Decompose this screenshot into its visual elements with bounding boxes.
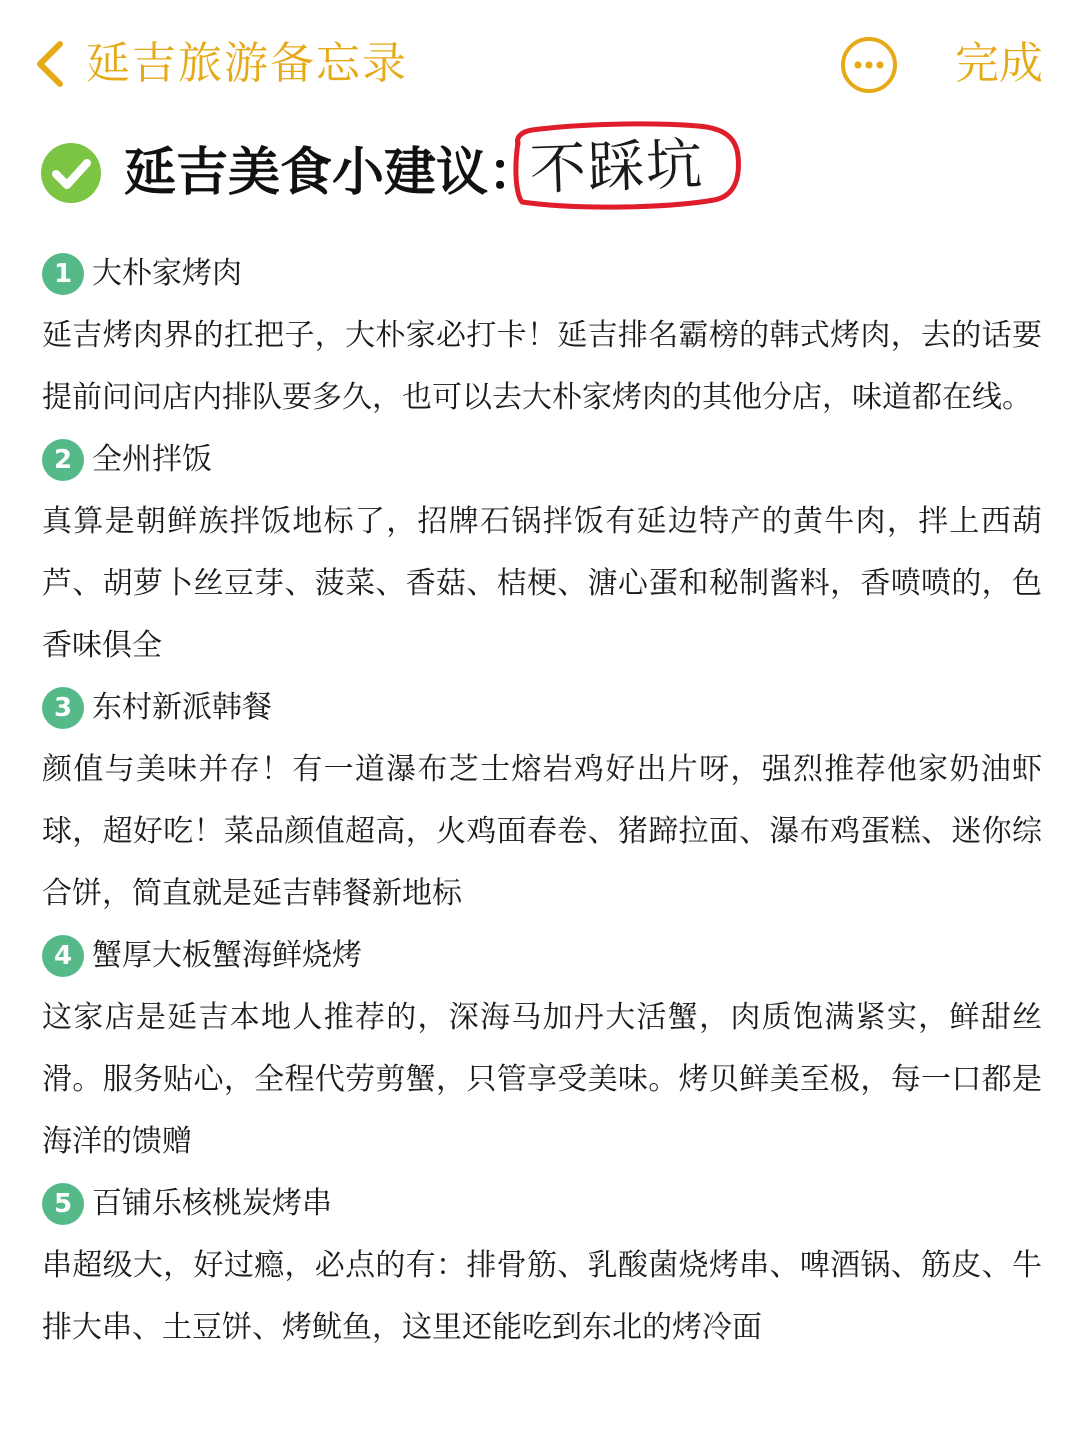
item-title: 东村新派韩餐 xyxy=(92,690,272,725)
list-item xyxy=(42,677,1042,925)
list-item xyxy=(42,1173,1042,1359)
number-badge: 5 xyxy=(42,1183,84,1225)
note-body[interactable] xyxy=(42,243,1042,1359)
note-heading xyxy=(40,128,1040,228)
item-description: 延吉烤肉界的扛把子，大朴家必打卡！延吉排名霸榜的韩式烤肉，去的话要提前问问店内排队要多久，也可以去大朴家烤肉的其他分店，味道都在线。 xyxy=(42,318,1042,415)
item-description: 真算是朝鲜族拌饭地标了，招牌石锅拌饭有延边特产的黄牛肉，拌上西葫芦、胡萝卜丝豆芽、菠菜、香菇、桔梗、溏心蛋和秘制酱料，香喷喷的，色香味俱全 xyxy=(42,504,1042,663)
back-to-folder-link[interactable]: 延吉旅游备忘录 xyxy=(86,38,408,89)
no-pitfalls-stamp xyxy=(514,128,740,210)
item-description: 颜值与美味并存！有一道瀑布芝士熔岩鸡好出片呀，强烈推荐他家奶油虾球，超好吃！菜品颜值超高，火鸡面春卷、猪蹄拉面、瀑布鸡蛋糕、迷你综合饼，简直就是延吉韩餐新地标 xyxy=(42,752,1042,911)
number-badge: 4 xyxy=(42,935,84,977)
top-navigation-bar xyxy=(0,0,1080,130)
item-title: 蟹厚大板蟹海鲜烧烤 xyxy=(92,938,362,973)
list-item xyxy=(42,925,1042,1173)
item-title: 大朴家烤肉 xyxy=(92,256,242,291)
item-title: 全州拌饭 xyxy=(92,442,212,477)
item-description: 串超级大，好过瘾，必点的有：排骨筋、乳酸菌烧烤串、啤酒锅、筋皮、牛排大串、土豆饼、烤鱿鱼，这里还能吃到东北的烤冷面 xyxy=(42,1248,1042,1345)
number-badge: 2 xyxy=(42,439,84,481)
number-badge: 1 xyxy=(42,253,84,295)
item-title: 百铺乐核桃炭烤串 xyxy=(92,1186,332,1221)
check-circle-icon xyxy=(40,142,102,204)
page-title: 延吉美食小建议： xyxy=(124,143,541,203)
list-item xyxy=(42,243,1042,429)
more-options-icon[interactable] xyxy=(840,36,898,94)
stamp-label: 不踩坑 xyxy=(528,131,706,204)
list-item xyxy=(42,429,1042,677)
item-description: 这家店是延吉本地人推荐的，深海马加丹大活蟹，肉质饱满紧实，鲜甜丝滑。服务贴心，全程代劳剪蟹，只管享受美味。烤贝鲜美至极，每一口都是海洋的馈赠 xyxy=(42,1000,1042,1159)
chevron-left-icon[interactable] xyxy=(30,36,70,92)
number-badge: 3 xyxy=(42,687,84,729)
done-button[interactable]: 完成 xyxy=(955,38,1043,89)
